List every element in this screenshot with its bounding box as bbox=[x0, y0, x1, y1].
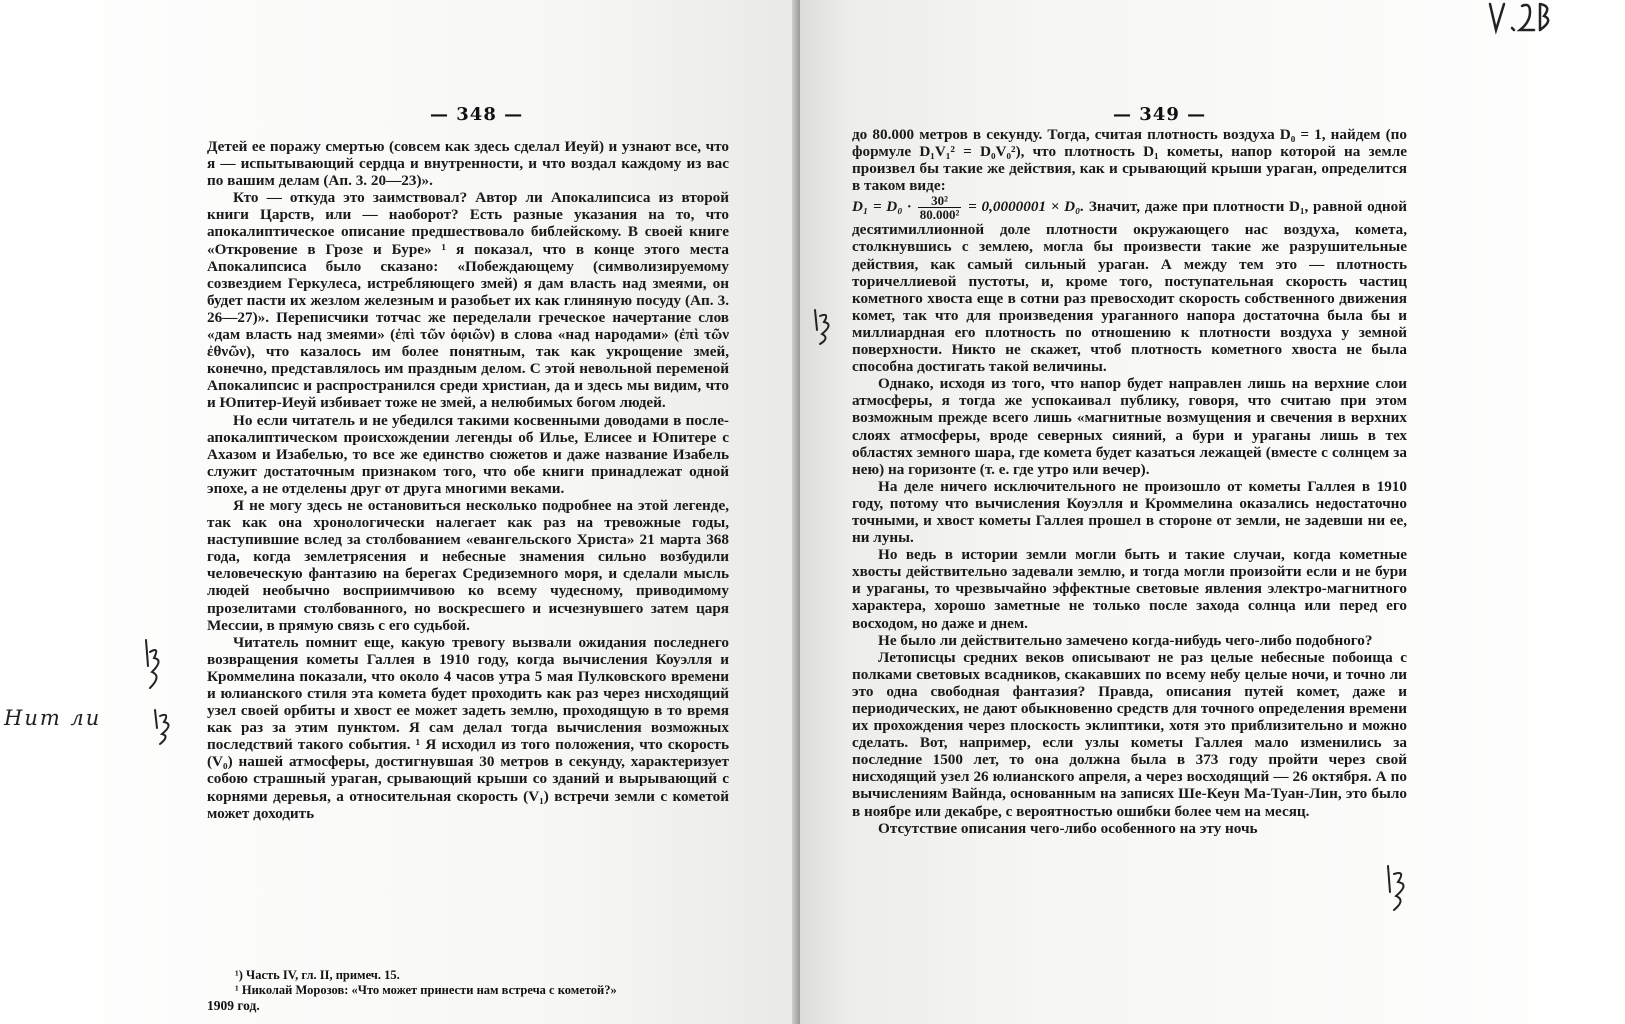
footnote-1: ¹) Часть IV, гл. II, примеч. 15. bbox=[235, 968, 400, 982]
right-paragraph-5: Не было ли действительно замечено когда-нибудь чего-либо подобного? bbox=[878, 631, 1373, 649]
right-paragraph-1-start: до 80.000 метров в секунду. Тогда, считая плотность воздуха D₀ = 1, найдем (по формуле D₁V₁² = D₀V₀²), что плотность D₁ кометы, напор которой на земле произвел бы такие же действия, как и срывающий крыши ураган, определится в таком виде: bbox=[852, 126, 1407, 195]
margin-proof-mark-left-upper bbox=[140, 636, 170, 692]
right-text-column bbox=[852, 126, 1407, 837]
left-paragraph-2: Кто — откуда это заимствовал? Автор ли Апокалипсиса из второй книги Царств, или — наоборот? Есть разные указания на то, что апокалиптическое описание предшествовало библейскому. В своей книге «Откровение в Грозе и Буре» ¹ я показал, что в конце этого места Апокалипсиса было сказано: «Побеждающему (символизируемому созвездием Геркулеса, истребляющего змей) я дам власть над змеями, он будет пасти их жезлом железным и разобьет их как глиняную посуду (Ап. 3. 26—27)». Переписчики тотчас же переделали греческое начертание слов «дам власть над змеями» (ἐπὶ τῶν ὀφιῶν) в слова «над народами» (ἐπὶ τῶν ἐθνῶν), что казалось им более понятным, так как укрощение змей, конечно, представлялось им праздным делом. С этой невольной переменой Апокалипсис и распространился среди христиан, да и здесь мы видим, что и Юпитер-Иеуй избивает тоже не змей, а нелюбимых богом людей. bbox=[207, 189, 729, 412]
left-paragraph-1: Детей ее поражу смертью (совсем как здесь сделал Иеуй) и узнают все, что я — испытывающий сердца и внутренности, и что воздал каждому из вас по вашим делам (Ап. 3. 20—23)». bbox=[207, 138, 729, 190]
right-paragraph-6: Летописцы средних веков описывают не раз целые небесные побоища с полками световых всадников, скакавших по всему небу целые ночи, и точно ли это одна свободная фантазия? Правда, описания путей комет, даже и периодических, не дают обыкновенно средств для точного определения времени их прохождения через плоскость эклиптики, хотя это приблизительно и можно сделать. Вот, например, если узлы кометы Галлея мало изменились за последние 1500 лет, то она должна была в 373 году пройти через свой нисходящий узел 26 юлианского апреля, а через восходящий — 26 октября. А по вычислениям Вайнда, основанным на записях Ше-Кеун Ма-Туан-Лин, это было в ноябре или декабре, с вероятностью ошибки более чем на месяц. bbox=[852, 648, 1407, 820]
margin-proof-mark-right-lower bbox=[1382, 862, 1416, 912]
right-paragraph-2: Однако, исходя из того, что напор будет направлен лишь на верхние слои атмосферы, я тогда же успокаивал публику, говоря, что считаю при этом возможным прежде всего лишь «магнитные возмущения и свечения в верхних слоях атмосферы, вроде северных сияний, а бури и ураганы лишь в тех областях земного шара, где комета будет казаться лежащей (вместе с солнцем за нею) на горизонте (т. е. где утро или вечер). bbox=[852, 375, 1407, 478]
right-paragraph-7: Отсутствие описания чего-либо особенного на эту ночь bbox=[878, 819, 1258, 837]
margin-proof-mark-right-upper bbox=[810, 306, 840, 346]
formula-rhs: = 0,0000001 × D₀. bbox=[968, 198, 1085, 216]
corner-handwritten-mark bbox=[1486, 0, 1556, 36]
right-page bbox=[800, 0, 1625, 1024]
margin-proof-mark-left-lower bbox=[150, 706, 180, 746]
right-page-number: — 349 — bbox=[1113, 104, 1207, 125]
left-page-number: — 348 — bbox=[430, 104, 524, 125]
left-page bbox=[0, 0, 800, 1024]
left-paragraph-5: Читатель помнит еще, какую тревогу вызвали ожидания последнего возвращения кометы Галлея в 1910 году, когда вычисления Коуэлля и Кроммелина показали, что около 4 часов утра 5 мая Пулковского времени и юлианского стиля эта комета будет проходить как раз через нисходящий узел своей орбиты и хвост ее может задеть землю, проходящую в то время как раз за этим пунктом. Я сам делал тогда вычисления возможных последствий такого события. ¹ Я исходил из того положения, что скорость (V₀) нашей атмосферы, достигнувшая 30 метров в секунду, характеризует собою страшный ураган, срывающий крыши со зданий и вырывающий с корнями деревья, а относительная скорость (V₁) встречи земли с кометой может доходить bbox=[207, 633, 729, 822]
formula-numerator: 30² bbox=[918, 194, 962, 208]
footnote-2: ¹ Николай Морозов: «Что может принести нам встреча с кометой?» bbox=[235, 983, 617, 997]
left-paragraph-4: Я не могу здесь не остановиться несколько подробнее на этой легенде, так как она хронологически налегает как раз на тревожные годы, наступившие вслед за столбованием «евангельского Христа» 21 марта 368 года, когда землетрясения и небесные знамения сильно возбудили человеческую фантазию на берегах Средиземного моря, и сделали мысль людей необычно восприимчивою ко всему чудесному, приводимому прозелитами столбованного, но воскресшего и исчезнувшего затем царя Мессии, в прямую связь с его судьбой. bbox=[207, 496, 729, 634]
right-paragraph-3: На деле ничего исключительного не произошло от кометы Галлея в 1910 году, потому что вычисления Коуэлля и Кроммелина оказались недостаточно точными, и хвост кометы Галлея прошел в стороне от земли, не задевши ни ее, ни луны. bbox=[852, 477, 1407, 547]
right-paragraph-4: Но ведь в истории земли могли быть и такие случаи, когда кометные хвосты действительно задевали землю, и тогда могли произойти если и не бури и ураганы, то чрезвычайно эффектные световые явления электро-магнитного характера, хорошо заметные не только после захода солнца или перед его восходом, но даже и днем. bbox=[852, 546, 1407, 632]
formula-fraction bbox=[918, 194, 962, 221]
formula-denominator: 80.000² bbox=[919, 207, 960, 223]
footnote-2-year: 1909 год. bbox=[207, 998, 260, 1013]
left-text-column bbox=[207, 138, 729, 822]
left-paragraph-3: Но если читатель и не убедился такими косвенными доводами в после-апокалиптическом происхождении легенды об Илье, Елисее и Юпитере с Ахазом и Изабелью, то все же единство сюжетов и даже название Изабель служит достаточным признаком того, что обе книги принадлежат одной эпохе, а не отделены друг от друга многими веками. bbox=[207, 411, 729, 497]
right-formula-line bbox=[852, 194, 1407, 375]
formula-lhs: D₁ = D₀ · bbox=[852, 198, 912, 216]
left-footnotes bbox=[207, 968, 725, 1013]
right-paragraph-1-end: Значит, даже при плотности D₁, равной одной десятимиллионной доле плотности окружающего нас воздуха, комета, столкнувшись с землею, могла бы произвести такие же разрушительные действия, как самый сильный ураган. А между тем это — плотность торичеллиевой пустоты, и, кроме того, поступательная скорость частиц кометного хвоста еще в сотни раз превосходит скорость собственного движения комет, так что для произведения ураганного напора достаточна была бы и миллиардная его плотность по отношению к плотности воздуха у земной поверхности. Никто не скажет, чтоб плотность кометного хвоста не была способна достигать такой величины. bbox=[852, 198, 1408, 376]
margin-handwriting-nit-li: Нит ли bbox=[4, 706, 102, 730]
